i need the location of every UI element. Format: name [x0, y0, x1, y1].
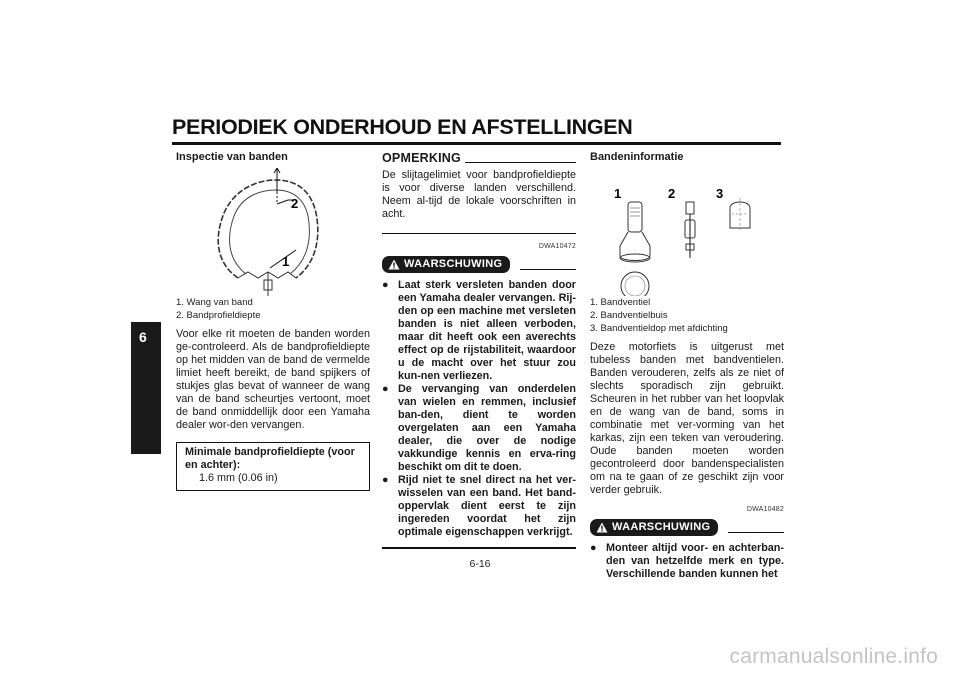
warning-text: Monteer altijd voor- en achterban-den van hetzelfde merk en type. Verschillende banden kunnen het	[606, 542, 784, 580]
warning-text: De vervanging van onderdelen van wielen en remmen, inclusief ban-den, dient te worden overgelaten aan een Yamaha dealer, die over de nodige vakkundige kennis en erva-ring beschikt om dit te doen.	[398, 383, 576, 473]
warning-item	[382, 279, 576, 383]
spec-label: Minimale bandprofieldiepte (voor en achter):	[185, 446, 355, 471]
section-heading: Bandeninformatie	[590, 151, 684, 163]
note-title: OPMERKING	[382, 151, 461, 165]
body-text: Voor elke rit moeten de banden worden ge-controleerd. Als de bandprofieldiepte op het midden van de band de vermelde limiet heeft bereikt, de band spijkers of stukjes glas bevat of wanneer de wang van de band scheurtjes vertoont, moet de band onmiddellijk door een Yamaha dealer wor-den vervangen.	[176, 328, 370, 431]
warning-text: Laat sterk versleten banden door een Yamaha dealer vervangen. Rij-den op een machine met versleten banden is niet alleen verboden, maar dit heeft ook een averechts effect op de rijstabiliteit, waardoor u de macht over het stuur zou kun-nen verliezen.	[398, 279, 576, 382]
note-header	[382, 152, 576, 165]
note-rule	[465, 162, 576, 163]
divider	[382, 233, 576, 234]
title-rule	[172, 142, 781, 145]
page-number: 6-16	[469, 558, 491, 570]
warning-header	[382, 256, 576, 273]
warning-label: WAARSCHUWING	[404, 258, 503, 270]
figure-label-1: 1	[614, 186, 622, 201]
bullet-icon: ●	[382, 383, 389, 395]
warning-triangle-icon	[596, 522, 608, 533]
bullet-icon: ●	[382, 279, 389, 291]
valve-diagram	[590, 168, 784, 296]
caption: 1. Bandventiel	[590, 297, 651, 308]
spec-value: 1.6 mm (0.06 in)	[199, 472, 278, 484]
body-text: Deze motorfiets is uitgerust met tubeless banden met bandventielen. Banden verouderen, zelfs als ze niet of slechts sporadisch zijn gebruikt. Scheuren in het rubber van het loopvlak en de wang van de band, soms in combinatie met ver-vorming van het karkas, zijn een teken van veroudering. Oude banden moeten worden gecontroleerd door bandenspecialisten om na te gaan of ze geschikt zijn voor verder gebruik.	[590, 341, 784, 496]
chapter-number: 6	[139, 329, 147, 345]
column-tire-information	[590, 151, 784, 581]
spec-box	[176, 442, 370, 491]
page-title: PERIODIEK ONDERHOUD EN AFSTELLINGEN	[172, 115, 633, 139]
note-body: De slijtagelimiet voor bandprofieldiepte is voor diverse landen verschillend. Neem al-tijd de lokale voorschriften in acht.	[382, 169, 576, 220]
warning-triangle-icon	[388, 259, 400, 270]
figure-label-1: 1	[282, 254, 290, 269]
warning-label: WAARSCHUWING	[612, 521, 711, 533]
warning-item	[382, 474, 576, 539]
column-note-warning	[382, 151, 576, 549]
figure-label-2: 2	[668, 186, 676, 201]
warning-badge	[590, 519, 718, 536]
warning-rule	[520, 269, 576, 270]
warning-header	[590, 519, 784, 536]
warning-text: Rijd niet te snel direct na het ver-wisselen van een band. Het band-oppervlak dient eerst te zijn ingereden voordat het zijn optimale eigenschappen verkrijgt.	[398, 474, 576, 538]
bullet-icon: ●	[382, 474, 389, 486]
watermark[interactable]: carmanualsonline.info	[729, 645, 938, 668]
caption: 3. Bandventieldop met afdichting	[590, 323, 728, 334]
tire-figure	[176, 168, 370, 296]
caption: 2. Bandventielbuis	[590, 310, 668, 321]
warning-end-rule	[382, 547, 576, 549]
warning-rule	[728, 532, 784, 533]
tire-diagram	[176, 168, 370, 296]
warning-list	[382, 279, 576, 539]
warning-code: DWA10482	[746, 506, 784, 513]
bullet-icon: ●	[590, 542, 597, 554]
warning-badge	[382, 256, 510, 273]
caption: 1. Wang van band	[176, 297, 253, 308]
valve-figure	[590, 168, 784, 296]
caption: 2. Bandprofieldiepte	[176, 310, 261, 321]
figure-label-3: 3	[716, 186, 724, 201]
figure-label-2: 2	[291, 196, 299, 211]
warning-item	[382, 383, 576, 474]
column-tire-inspection	[176, 151, 370, 491]
warning-code: DWA10472	[538, 243, 576, 250]
section-heading: Inspectie van banden	[176, 151, 288, 163]
